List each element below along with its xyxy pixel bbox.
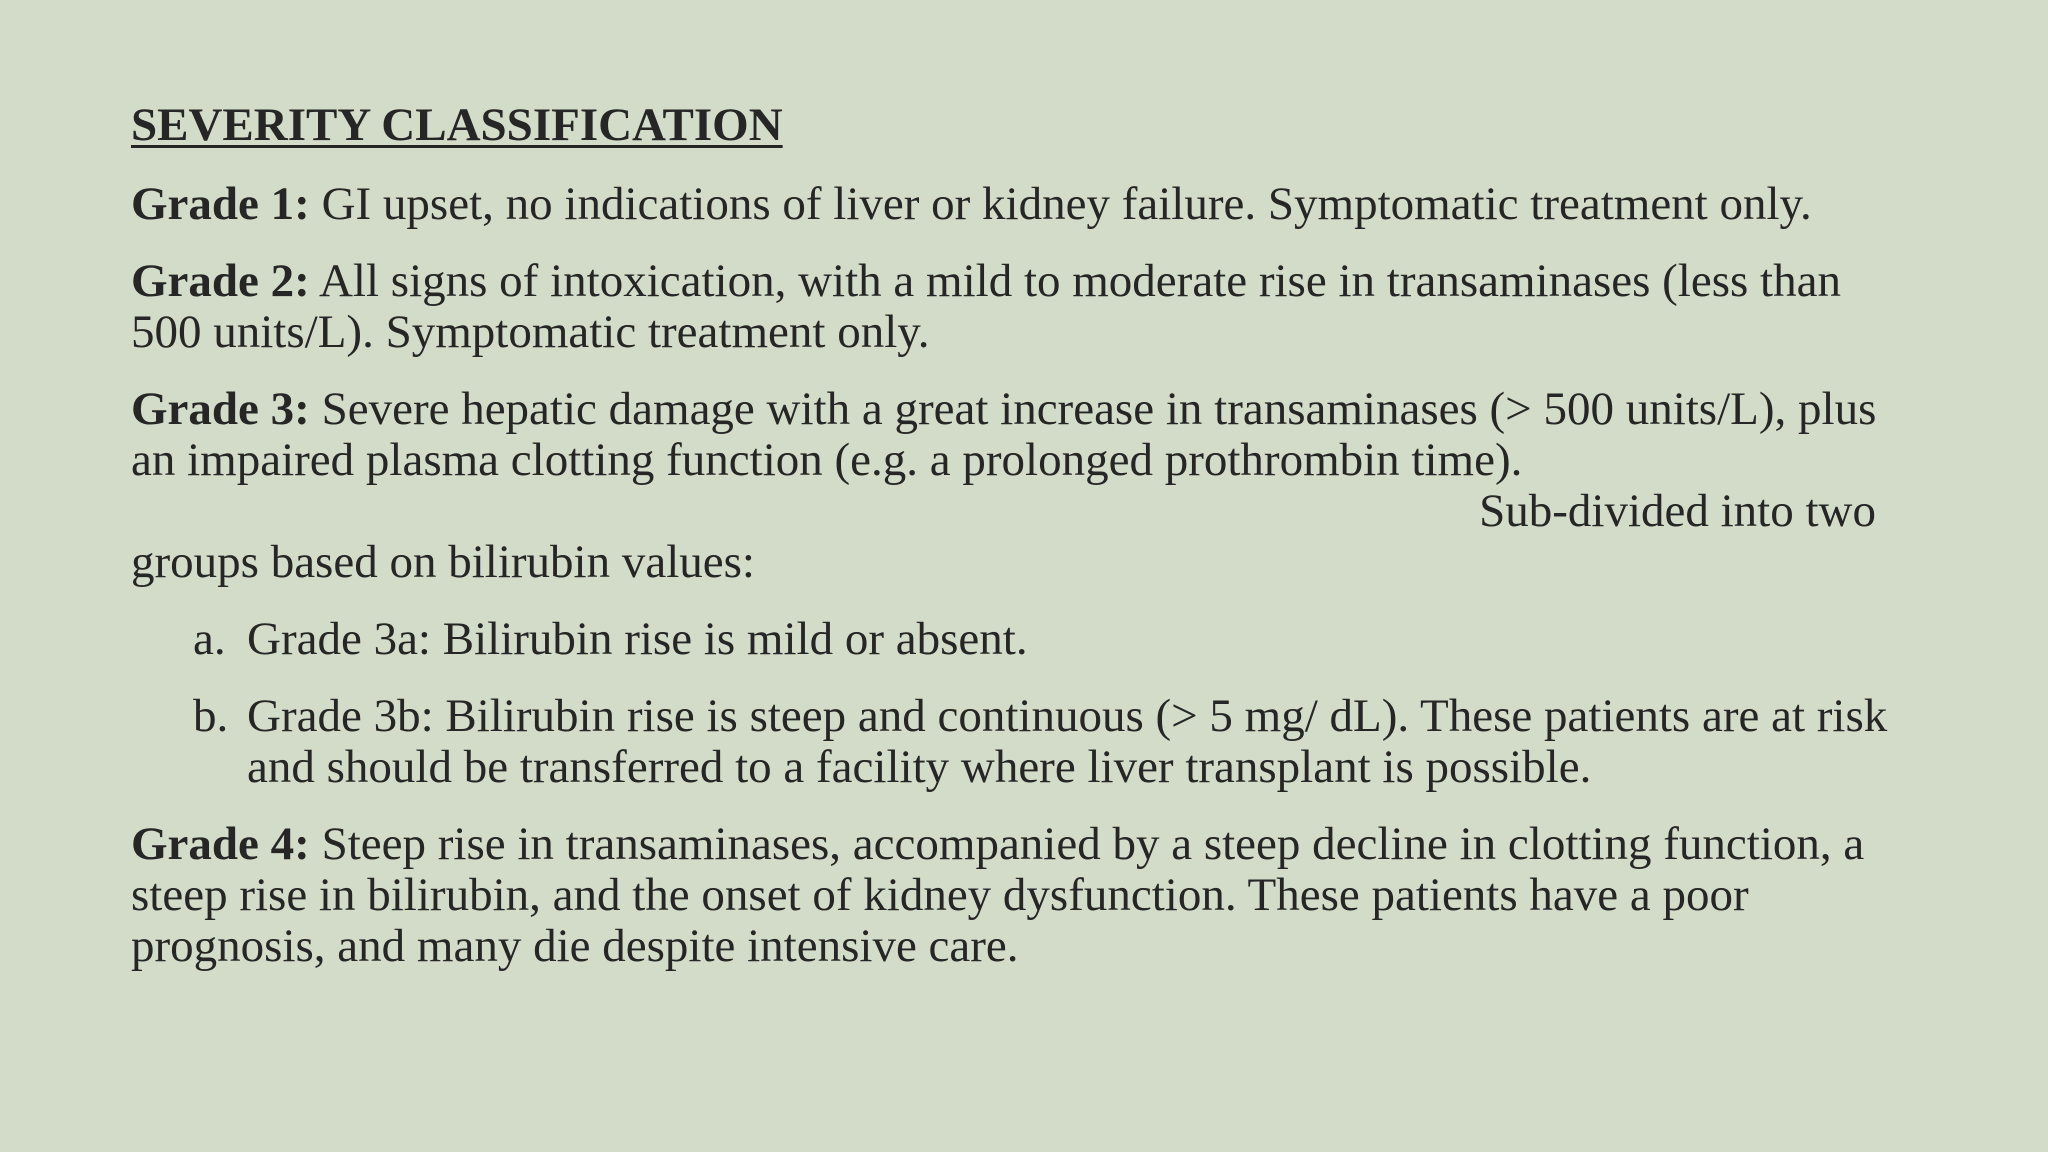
grade-2-label: Grade 2:: [131, 255, 310, 307]
grade-2-paragraph: [131, 256, 1911, 358]
grade-2-text: All signs of intoxication, with a mild to moderate rise in transaminases (less than 500 units/L). Symptomatic treatment only.: [131, 255, 1841, 358]
grade-4-label: Grade 4:: [131, 818, 310, 870]
grade-1-paragraph: [131, 179, 1911, 230]
grade-3-text: Severe hepatic damage with a great increase in transaminases (> 500 units/L), plus an impaired plasma clotting function (e.g. a prolonged prothrombin time).: [131, 383, 1877, 486]
list-item-text: Grade 3a: Bilirubin rise is mild or absent.: [247, 613, 1028, 665]
list-item: [193, 614, 1911, 665]
slide-content: [131, 100, 1911, 998]
list-item: [193, 691, 1911, 793]
grade-1-label: Grade 1:: [131, 178, 310, 230]
grade-1-text: GI upset, no indications of liver or kidney failure. Symptomatic treatment only.: [309, 178, 1812, 230]
grade-3-sub-list: [131, 614, 1911, 793]
list-marker: b.: [193, 690, 229, 742]
list-marker: a.: [193, 613, 226, 665]
grade-3-label: Grade 3:: [131, 383, 310, 435]
list-item-text: Grade 3b: Bilirubin rise is steep and continuous (> 5 mg/ dL). These patients are at risk and should be transferred to a facility where liver transplant is possible.: [247, 690, 1888, 793]
grade-3-subdivided-line: Sub-divided into two: [1479, 485, 1876, 537]
slide-title: SEVERITY CLASSIFICATION: [131, 99, 783, 151]
grade-3-continued-line: groups based on bilirubin values:: [131, 536, 755, 588]
grade-3-paragraph: [131, 384, 1911, 588]
grade-4-text: Steep rise in transaminases, accompanied by a steep decline in clotting function, a steep rise in bilirubin, and the onset of kidney dysfunction. These patients have a poor prognosis, and many die despite intensive care.: [131, 818, 1865, 972]
grade-4-paragraph: [131, 819, 1911, 972]
